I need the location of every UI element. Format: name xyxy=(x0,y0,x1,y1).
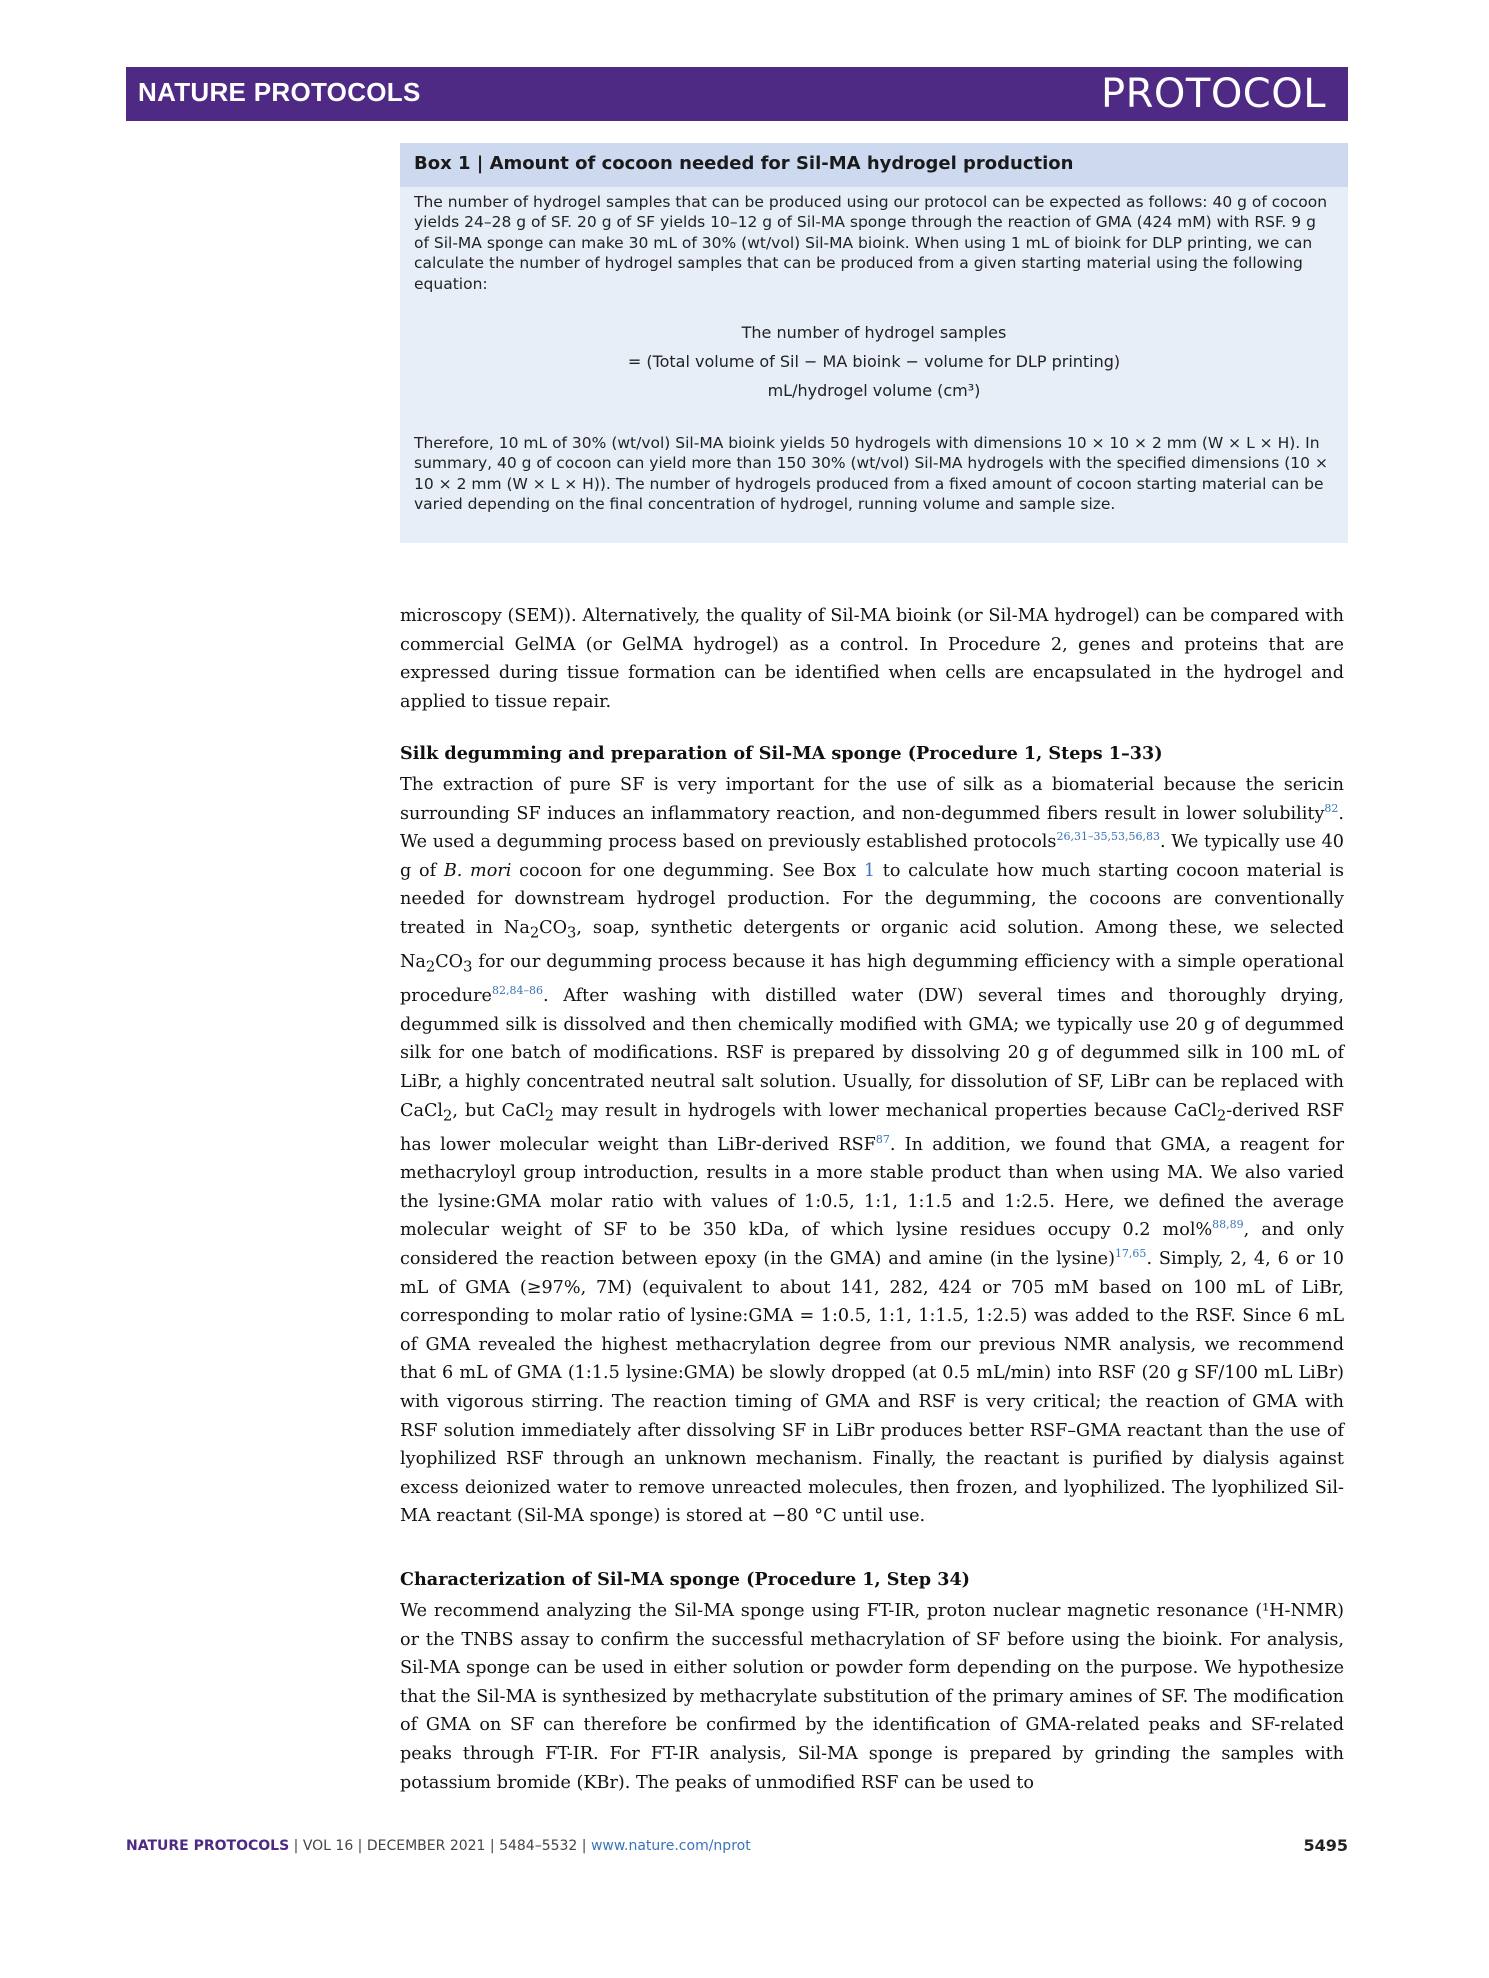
silk-degumming-paragraph: The extraction of pure SF is very important for the use of silk as a biomaterial because the sericin surrounding SF induces an inflammatory reaction, and non-degummed fibers result in lower solubility$^{82}$. We used a degumming process based on previously established protocols$^{26,31-35,53,56,83}$. We typically use 40 g of B. mori cocoon for one degumming. See Box 1 to calculate how much starting cocoon material is needed for downstream hydrogel production. For the degumming, the cocoons are conventionally treated in $Na_2CO_3$, soap, synthetic detergents or organic acid solution. Among these, we selected $Na_2CO_3$ for our degumming process because it has high degumming efficiency with a simple operational procedure$^{82,84-86}$. After washing with distilled water (DW) several times and thoroughly drying, degummed silk is dissolved and then chemically modified with GMA; we typically use 20 g of degummed silk for one batch of modifications. RSF is prepared by dissolving 20 g of degummed silk in 100 mL of LiBr, a highly concentrated neutral salt solution. Usually, for dissolution of SF, LiBr can be replaced with CaCl$_2$, but CaCl$_2$ may result in hydrogels with lower mechanical properties because CaCl$_2$-derived RSF has lower molecular weight than LiBr-derived RSF$^{87}$. In addition, we found that GMA, a reagent for methacryloyl group introduction, results in a more stable product than when using MA. We also varied the lysine:GMA molar ratio with values of 1:0.5, 1:1, 1:1.5 and 1:2.5. Here, we defined the average molecular weight of SF to be 350 kDa, of which lysine residues occupy 0.2 mol%$^{88,89}$, and only considered the reaction between epoxy (in the GMA) and amine (in the lysine)$^{17,65}$. Simply, 2, 4, 6 or 10 mL of GMA (≥97%, 7M) (equivalent to about 141, 282, 424 or 705 mM based on 100 mL of LiBr, corresponding to molar ratio of lysine:GMA = 1:0.5, 1:1, 1:1.5, 1:2.5) was added to the RSF. Since 6 mL of GMA revealed the highest methacrylation degree from our previous NMR analysis, we recommend that 6 mL of GMA (1:1.5 lysine:GMA) be slowly dropped (at 0.5 mL/min) into RSF (20 g SF/100 mL LiBr) with vigorous stirring. The reaction timing of GMA and RSF is very critical; the reaction of GMA with RSF solution immediately after dissolving SF in LiBr produces better RSF–GMA reactant than the use of lyophilized RSF through an unknown mechanism. Finally, the reactant is purified by dialysis against excess deionized water to remove unreacted molecules, then frozen, and lyophilized. The lyophilized Sil-MA reactant (Sil-MA sponge) is stored at −80 °C until use. xyxy=(400,775,1345,1527)
equation-line-2: = (Total volume of Sil − MA bioink − volume for DLP printing) xyxy=(627,352,1121,371)
equation-line-3: mL/hydrogel volume (cm³) xyxy=(767,381,981,400)
page-number: 5495 xyxy=(1303,1836,1348,1855)
citation-link[interactable]: 82 xyxy=(1324,801,1339,815)
citation-link[interactable]: 82,84–86 xyxy=(491,984,543,998)
citation-link[interactable]: 88,89 xyxy=(1212,1218,1244,1232)
page-footer: NATURE PROTOCOLS | VOL 16 | DECEMBER 2021 | 5484–5532 | www.nature.com/nprot xyxy=(126,1838,751,1854)
characterization-paragraph: We recommend analyzing the Sil-MA sponge using FT-IR, proton nuclear magnetic resonance (¹H-NMR) or the TNBS assay to confirm the successful methacrylation of SF before using the bioink. For analysis, Sil-MA sponge can be used in either solution or powder form depending on the purpose. We hypothesize that the Sil-MA is synthesized by methacrylate substitution of the primary amines of SF. The modification of GMA on SF can therefore be confirmed by the identification of GMA-related peaks and SF-related peaks through FT-IR. For FT-IR analysis, Sil-MA sponge is prepared by grinding the samples with potassium bromide (KBr). The peaks of unmodified RSF can be used to xyxy=(400,1601,1344,1793)
journal-header xyxy=(126,67,1348,121)
footer-volume: VOL 16 xyxy=(302,1838,354,1854)
section-heading-silk-degumming: Silk degumming and preparation of Sil-MA sponge (Procedure 1, Steps 1–33) xyxy=(400,743,1163,764)
footer-journal: NATURE PROTOCOLS xyxy=(126,1838,290,1854)
citation-link[interactable]: 17,65 xyxy=(1114,1247,1147,1261)
box-conclusion-text: Therefore, 10 mL of 30% (wt/vol) Sil-MA bioink yields 50 hydrogels with dimensions 10 × 10 × 2 mm (W × L × H). In summary, 40 g of cocoon can yield more than 150 30% (wt/vol) Sil-MA hydrogels with the specified dimensions (10 × 10 × 2 mm (W × L × H)). The number of hydrogels produced from a fixed amount of cocoon starting material can be varied depending on the final concentration of hydrogel, running volume and sample size. xyxy=(414,434,1328,514)
box-title-bar xyxy=(400,143,1348,187)
box-title: Box 1 | Amount of cocoon needed for Sil-MA hydrogel production xyxy=(414,153,1074,174)
footer-pages: 5484–5532 xyxy=(499,1838,578,1854)
footer-date: DECEMBER 2021 xyxy=(366,1838,486,1854)
citation-link[interactable]: 87 xyxy=(875,1132,890,1146)
box-intro-text: The number of hydrogel samples that can be produced using our protocol can be expected as follows: 40 g of cocoon yields 24–28 g of SF. 20 g of SF yields 10–12 g of Sil-MA sponge through the reaction of GMA (424 mM) with RSF. 9 g of Sil-MA sponge can make 30 mL of 30% (wt/vol) Sil-MA bioink. When using 1 mL of bioink for DLP printing, we can calculate the number of hydrogel samples that can be produced from a given starting material using the following equation: xyxy=(414,193,1328,293)
footer-url-link[interactable]: www.nature.com/nprot xyxy=(590,1838,751,1854)
species-name: B. mori xyxy=(443,860,512,881)
equation-line-1: The number of hydrogel samples xyxy=(741,323,1007,342)
journal-name: NATURE PROTOCOLS xyxy=(138,77,421,107)
citation-link[interactable]: 26,31–35,53,56,83 xyxy=(1056,830,1160,844)
article-type: PROTOCOL xyxy=(1100,71,1326,117)
section-heading-characterization: Characterization of Sil-MA sponge (Procedure 1, Step 34) xyxy=(400,1569,971,1590)
box-1 xyxy=(400,143,1348,543)
box-reference-link[interactable]: 1 xyxy=(863,860,876,881)
intro-paragraph: microscopy (SEM)). Alternatively, the quality of Sil-MA bioink (or Sil-MA hydrogel) can be compared with commercial GelMA (or GelMA hydrogel) as a control. In Procedure 2, genes and proteins that are expressed during tissue formation can be identified when cells are encapsulated in the hydrogel and applied to tissue repair. xyxy=(400,606,1344,712)
